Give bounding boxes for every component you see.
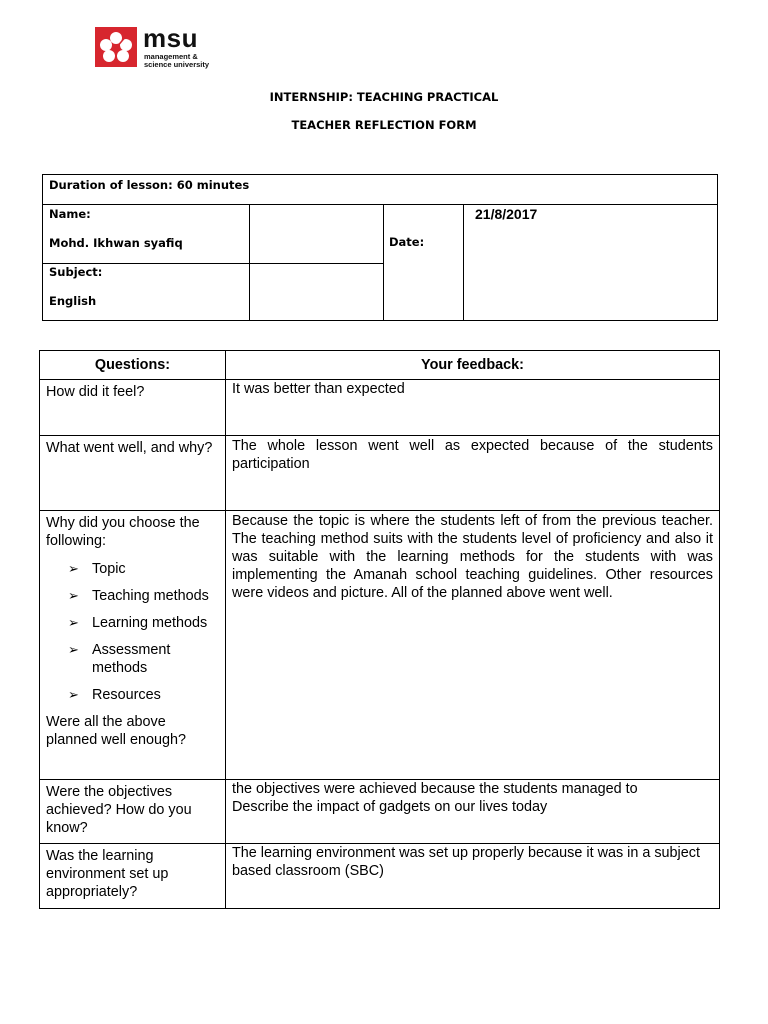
arrow-bullet-icon: ➢ bbox=[68, 687, 79, 702]
arrow-bullet-icon: ➢ bbox=[68, 615, 79, 630]
msu-logo bbox=[95, 25, 235, 71]
question-intro: Why did you choose the following: bbox=[46, 515, 200, 549]
table-row bbox=[40, 780, 720, 844]
name-value: Mohd. Ikhwan syafiq bbox=[49, 236, 183, 250]
question-cell bbox=[40, 511, 226, 780]
subject-label: Subject: bbox=[49, 265, 103, 279]
feedback-line: the objectives were achieved because the students managed to bbox=[232, 781, 638, 797]
feedback-cell: Because the topic is where the students left of from the previous teacher. The teaching method suits with the students level of proficiency and also it was suitable with the learning methods for the students with was implementing the Amanah school teaching guidelines. Other resources were videos and picture. All of the planned above went well. bbox=[226, 511, 720, 780]
criteria-list bbox=[46, 560, 219, 704]
arrow-bullet-icon: ➢ bbox=[68, 561, 79, 576]
list-item: ➢ Teaching methods bbox=[68, 588, 209, 604]
table-row bbox=[40, 380, 720, 436]
list-item: ➢ Assessment methods bbox=[68, 642, 171, 676]
form-heading: INTERNSHIP: TEACHING PRACTICAL bbox=[269, 90, 499, 104]
arrow-bullet-icon: ➢ bbox=[68, 642, 79, 657]
form-title: TEACHER REFLECTION FORM bbox=[291, 118, 477, 132]
question-cell: Were the objectives achieved? How do you know? bbox=[40, 780, 226, 844]
list-item: ➢ Topic bbox=[68, 561, 126, 577]
table-row bbox=[40, 436, 720, 511]
date-label: Date: bbox=[389, 235, 425, 249]
table-row bbox=[40, 844, 720, 909]
logo-brand-text: msu bbox=[143, 23, 198, 53]
feedback-cell: It was better than expected bbox=[226, 380, 720, 436]
subject-value: English bbox=[49, 294, 97, 308]
date-value: 21/8/2017 bbox=[475, 206, 538, 222]
list-item: ➢ Learning methods bbox=[68, 615, 208, 631]
hibiscus-logo-icon bbox=[95, 27, 137, 67]
question-outro: Were all the above planned well enough? bbox=[46, 714, 187, 748]
questions-header: Questions: bbox=[40, 351, 226, 380]
feedback-cell: The whole lesson went well as expected because of the students participation bbox=[226, 436, 720, 511]
feedback-header: Your feedback: bbox=[226, 351, 720, 380]
table-row bbox=[40, 511, 720, 780]
question-cell: How did it feel? bbox=[40, 380, 226, 436]
reflection-table bbox=[39, 350, 720, 909]
arrow-bullet-icon: ➢ bbox=[68, 588, 79, 603]
feedback-cell: The learning environment was set up properly because it was in a subject based classroom (SBC) bbox=[226, 844, 720, 909]
feedback-line: Describe the impact of gadgets on our lives today bbox=[232, 799, 548, 815]
name-label: Name: bbox=[49, 207, 91, 221]
feedback-cell bbox=[226, 780, 720, 844]
question-cell: What went well, and why? bbox=[40, 436, 226, 511]
duration-label: Duration of lesson: 60 minutes bbox=[49, 178, 250, 192]
list-item: ➢ Resources bbox=[68, 687, 161, 703]
lesson-info-table bbox=[42, 174, 718, 321]
question-cell: Was the learning environment set up appropriately? bbox=[40, 844, 226, 909]
logo-tagline: management & science university bbox=[144, 52, 210, 69]
table-header-row bbox=[40, 351, 720, 380]
